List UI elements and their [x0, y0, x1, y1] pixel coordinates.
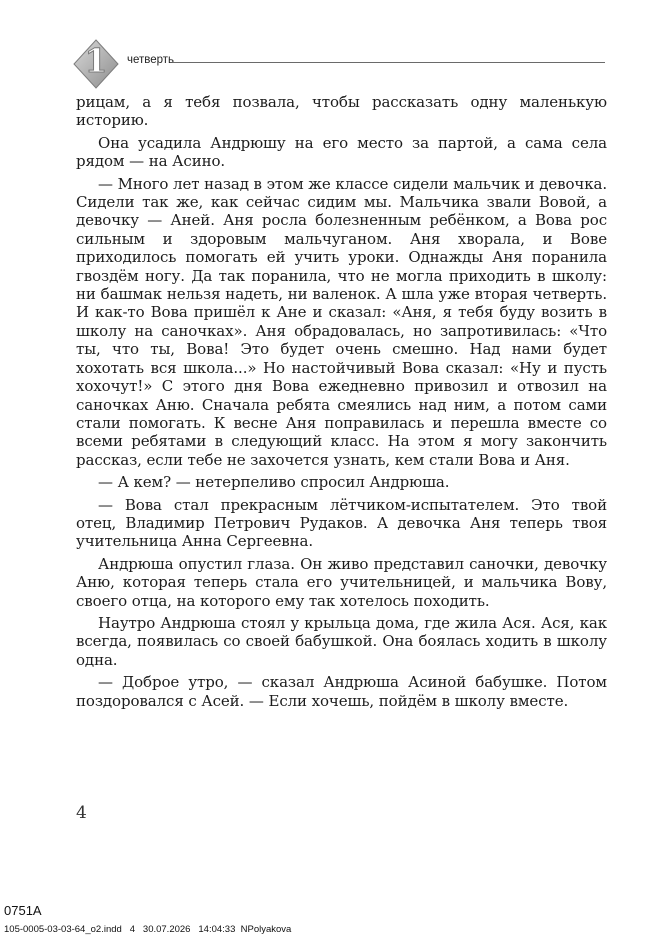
print-slug: 105-0005-03-03-64_o2.indd 4 30.07.2026 14:04:33 NPolyakova: [4, 924, 292, 935]
job-code: 0751A: [4, 903, 42, 918]
quarter-label: четверть: [127, 54, 175, 66]
paragraph: — Доброе утро, — сказал Андрюша Асиной бабушке. Потом поздоровался с Асей. — Если хочешь, пойдём в школу вместе.: [76, 673, 607, 710]
page-number: 4: [76, 803, 87, 823]
paragraph: — Вова стал прекрасным лётчиком-испытателем. Это твой отец, Владимир Петрович Рудаков. А девочка Аня теперь твоя учительница Анна Сергеевна.: [76, 495, 607, 551]
paragraph: Она усадила Андрюшу на его место за партой, а сама села рядом — на Асино.: [76, 133, 607, 171]
paragraph: рицам, а я тебя позвала, чтобы рассказать одну маленькую историю.: [76, 93, 607, 130]
paragraph: — Много лет назад в этом же классе сидели мальчик и девочка. Сидели так же, как сейчас сидим мы. Мальчика звали Вовой, а девочку — Аней. Аня росла болезненным ребёнком, а Вова рос сильным и здоровым мальчуганом. Аня хворала, и Вове приходилось помогать ей учить уроки. Однажды Аня поранила гвоздём ногу. Да так поранила, что не могла приходить в школу: ни башмак нельзя надеть, ни валенок. А шла уже вторая четверть. И как-то Вова пришёл к Ане и сказал: «Аня, я тебя буду возить в школу на саночках». Аня обрадовалась, но запротивилась: «Что ты, что ты, Вова! Это будет очень смешно. Над нами будет хохотать вся школа...» Но настойчивый Вова сказал: «Ну и пусть хохочут!» С этого дня Вова ежедневно привозил и отвозил на саночках Аню. Сначала ребята смеялись над ним, а потом сами стали помогать. К весне Аня поправилась и перешла вместе со всеми ребятами в следующий класс. На этом я могу закончить рассказ, если тебе не захочется узнать, кем стали Вова и Аня.: [76, 174, 607, 469]
body-text: [76, 93, 607, 714]
header-divider: [173, 62, 605, 63]
paragraph: Наутро Андрюша стоял у крыльца дома, где жила Ася. Ася, как всегда, появилась со своей бабушкой. Она боялась ходить в школу одна.: [76, 613, 607, 669]
page-header: [70, 38, 610, 90]
paragraph: Андрюша опустил глаза. Он живо представил саночки, девочку Аню, которая теперь стала его учительницей, и мальчика Вову, своего отца, на которого ему так хотелось походить.: [76, 554, 607, 610]
quarter-badge: [70, 38, 120, 90]
quarter-number: 1: [84, 41, 108, 80]
paragraph: — А кем? — нетерпеливо спросил Андрюша.: [98, 473, 450, 492]
